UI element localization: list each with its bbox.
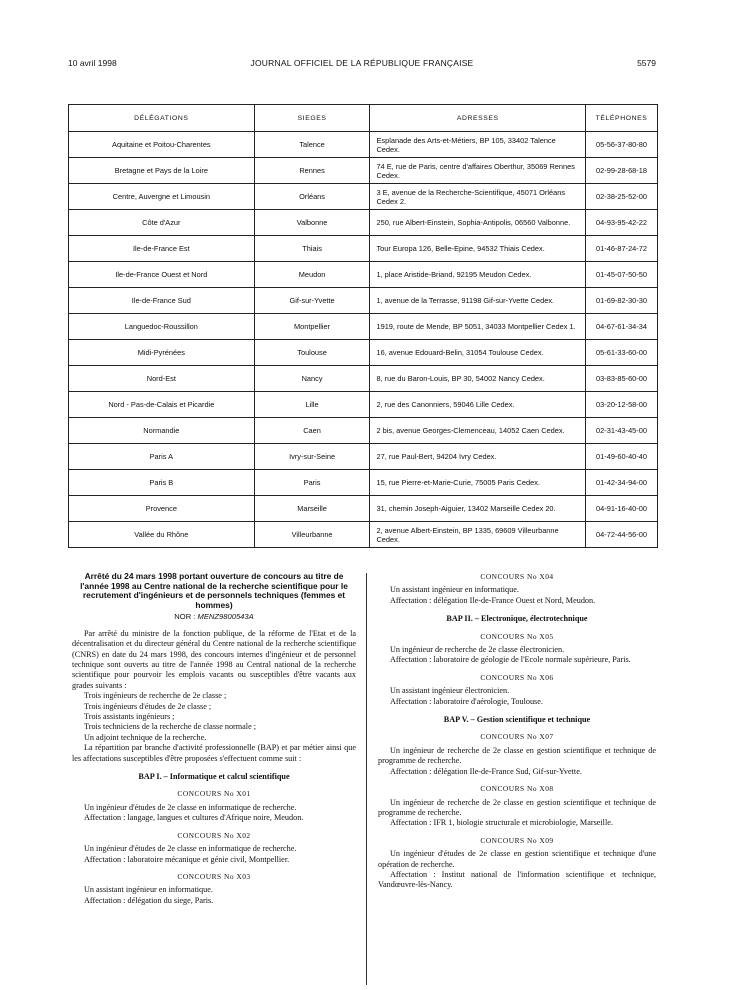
- table-row: [69, 236, 658, 262]
- table-cell-adresse: 8, rue du Baron-Louis, BP 30, 54002 Nancy Cedex.: [370, 366, 586, 392]
- nor-reference: [72, 612, 356, 622]
- table-cell-adresse: 2 bis, avenue Georges-Clemenceau, 14052 Caen Cedex.: [370, 418, 586, 444]
- table-cell-delegation: Ile-de-France Est: [69, 236, 255, 262]
- intro-paragraph: Par arrêté du ministre de la fonction publique, de la réforme de l'Etat et de la décentralisation et du directeur général du Centre national de la recherche scientifique (CNRS) en date du 24 mars 1998, des concours internes d'ingénieur et de personnel technique sont ouverts au titre de l'année 1998 au Central national de la recherche scientifique pour pourvoir les emplois vacants ou susceptibles d'être vacants aux grades suivants :: [72, 628, 356, 690]
- table-cell-siege: Toulouse: [254, 340, 370, 366]
- bap-heading: BAP I. – Informatique et calcul scientifique: [138, 772, 290, 782]
- table-cell-delegation: Centre, Auvergne et Limousin: [69, 184, 255, 210]
- table-cell-telephone: 05-56-37-80-80: [586, 132, 658, 158]
- table-cell-adresse: 2, avenue Albert-Einstein, BP 1335, 69609 Villeurbanne Cedex.: [370, 522, 586, 548]
- table-cell-delegation: Côte d'Azur: [69, 210, 255, 236]
- table-row: [69, 470, 658, 496]
- table-cell-adresse: 1919, route de Mende, BP 5051, 34033 Montpellier Cedex 1.: [370, 314, 586, 340]
- table-cell-telephone: 02-31-43-45-00: [586, 418, 658, 444]
- table-row: [69, 158, 658, 184]
- concours-affectation: Affectation : laboratoire de géologie de l'Ecole normale supérieure, Paris.: [390, 655, 631, 665]
- table-cell-adresse: 2, rue des Canonniers, 59046 Lille Cedex.: [370, 392, 586, 418]
- table-cell-delegation: Provence: [69, 496, 255, 522]
- concours-affectation: Affectation : laboratoire d'aérologie, Toulouse.: [390, 696, 543, 706]
- table-row: [69, 392, 658, 418]
- table-cell-delegation: Aquitaine et Poitou-Charentes: [69, 132, 255, 158]
- table-cell-telephone: 01-69-82-30-30: [586, 288, 658, 314]
- table-cell-telephone: 02-99-28-68-18: [586, 158, 658, 184]
- table-cell-telephone: 04-91-16-40-00: [586, 496, 658, 522]
- table-row: [69, 418, 658, 444]
- table-cell-telephone: 04-72-44-56-00: [586, 522, 658, 548]
- table-cell-telephone: 01-49-60-40-40: [586, 444, 658, 470]
- table-cell-delegation: Normandie: [69, 418, 255, 444]
- grade-item: Un adjoint technique de la recherche.: [84, 732, 207, 742]
- page-header: [68, 58, 656, 72]
- left-concours-list: [72, 772, 356, 906]
- concours-affectation: Affectation : Institut national de l'information scientifique et technique, Vandœuvre-lès-Nancy.: [378, 869, 656, 890]
- concours-post: Un ingénieur de recherche de 2e classe en gestion scientifique et technique de programme de recherche.: [378, 797, 656, 817]
- table-cell-siege: Orléans: [254, 184, 370, 210]
- table-cell-telephone: 01-42-34-94-00: [586, 470, 658, 496]
- concours-heading: CONCOURS No X07: [480, 732, 554, 742]
- concours-affectation: Affectation : délégation du siege, Paris.: [84, 895, 214, 905]
- bap-heading: BAP II. – Electronique, électrotechnique: [446, 614, 588, 624]
- table-cell-adresse: 16, avenue Edouard-Belin, 31054 Toulouse Cedex.: [370, 340, 586, 366]
- concours-post: Un ingénieur de recherche de 2e classe électronicien.: [390, 645, 565, 655]
- repartition-paragraph: La répartition par branche d'activité professionnelle (BAP) et par métier ainsi que les affectations susceptibles d'être proposées s'effectuent comme suit :: [72, 743, 356, 763]
- nor-code: MENZ9800543A: [197, 612, 254, 622]
- table-row: [69, 262, 658, 288]
- concours-heading: CONCOURS No X08: [480, 784, 554, 794]
- grade-item: Trois ingénieurs de recherche de 2e classe ;: [84, 691, 227, 701]
- grades-list: [72, 691, 356, 743]
- right-concours-list: [378, 572, 656, 891]
- grade-item: Trois techniciens de la recherche de classe normale ;: [84, 722, 257, 732]
- column-header: ADRESSES: [370, 105, 586, 132]
- concours-post: Un ingénieur d'études de 2e classe en informatique de recherche.: [84, 844, 297, 854]
- column-divider: [366, 573, 367, 985]
- bap-heading: BAP V. – Gestion scientifique et technique: [443, 715, 591, 725]
- grade-item: Trois assistants ingénieurs ;: [84, 712, 175, 722]
- table-cell-adresse: 1, avenue de la Terrasse, 91198 Gif-sur-Yvette Cedex.: [370, 288, 586, 314]
- table-cell-delegation: Languedoc-Roussillon: [69, 314, 255, 340]
- concours-heading: CONCOURS No X04: [480, 572, 554, 581]
- table-row: [69, 496, 658, 522]
- table-row: [69, 314, 658, 340]
- table-cell-adresse: 74 E, rue de Paris, centre d'affaires Oberthur, 35069 Rennes Cedex.: [370, 158, 586, 184]
- table-cell-siege: Lille: [254, 392, 370, 418]
- concours-heading: CONCOURS No X03: [177, 871, 251, 881]
- table-cell-siege: Thiais: [254, 236, 370, 262]
- table-cell-delegation: Ile-de-France Sud: [69, 288, 255, 314]
- concours-heading: CONCOURS No X01: [177, 789, 251, 799]
- table-cell-telephone: 05-61-33-60-00: [586, 340, 658, 366]
- table-cell-telephone: 03-20-12-58-00: [586, 392, 658, 418]
- header-date: 10 avril 1998: [68, 58, 117, 68]
- concours-post: Un assistant ingénieur électronicien.: [390, 686, 510, 696]
- journal-title: JOURNAL OFFICIEL DE LA RÉPUBLIQUE FRANÇAISE: [250, 58, 474, 68]
- table-cell-siege: Valbonne: [254, 210, 370, 236]
- concours-post: Un ingénieur d'études de 2e classe en gestion scientifique et technique d'une opération de recherche.: [378, 849, 656, 869]
- table-cell-adresse: 15, rue Pierre-et-Marie-Curie, 75005 Paris Cedex.: [370, 470, 586, 496]
- table-cell-siege: Paris: [254, 470, 370, 496]
- concours-heading: CONCOURS No X05: [480, 631, 554, 641]
- table-cell-adresse: 1, place Aristide-Briand, 92195 Meudon Cedex.: [370, 262, 586, 288]
- table-cell-telephone: 04-93-95-42-22: [586, 210, 658, 236]
- table-body: [69, 132, 658, 548]
- table-cell-siege: Talence: [254, 132, 370, 158]
- table-row: [69, 132, 658, 158]
- column-header: SIEGES: [254, 105, 370, 132]
- concours-heading: CONCOURS No X09: [480, 835, 554, 845]
- table-header-row: [69, 105, 658, 132]
- left-column: [72, 572, 356, 906]
- table-cell-siege: Gif-sur-Yvette: [254, 288, 370, 314]
- table-cell-delegation: Midi-Pyrénées: [69, 340, 255, 366]
- table-row: [69, 444, 658, 470]
- table-cell-telephone: 02-38-25-52-00: [586, 184, 658, 210]
- table-cell-siege: Caen: [254, 418, 370, 444]
- table-cell-delegation: Paris B: [69, 470, 255, 496]
- concours-heading: CONCOURS No X02: [177, 830, 251, 840]
- concours-post: Un ingénieur d'études de 2e classe en informatique de recherche.: [84, 802, 297, 812]
- table-row: [69, 210, 658, 236]
- table-row: [69, 340, 658, 366]
- table-cell-delegation: Vallée du Rhône: [69, 522, 255, 548]
- table-cell-adresse: Tour Europa 126, Belle-Epine, 94532 Thiais Cedex.: [370, 236, 586, 262]
- table-row: [69, 184, 658, 210]
- table-cell-adresse: 27, rue Paul-Bert, 94204 Ivry Cedex.: [370, 444, 586, 470]
- table-cell-siege: Meudon: [254, 262, 370, 288]
- table-cell-telephone: 01-46-87-24-72: [586, 236, 658, 262]
- arrete-title: Arrêté du 24 mars 1998 portant ouverture de concours au titre de l'année 1998 au Centre national de la recherche scientifique pour le recrutement d'ingénieurs et de personnels techniques (femmes et hommes): [80, 571, 348, 610]
- table-cell-adresse: Esplanade des Arts-et-Métiers, BP 105, 33402 Talence Cedex.: [370, 132, 586, 158]
- right-column: [378, 572, 656, 891]
- page-number: 5579: [637, 58, 656, 68]
- column-header: DÉLÉGATIONS: [69, 105, 255, 132]
- table-cell-delegation: Nord-Est: [69, 366, 255, 392]
- table-cell-telephone: 03-83-85-60-00: [586, 366, 658, 392]
- concours-heading: CONCOURS No X06: [480, 672, 554, 682]
- table-row: [69, 366, 658, 392]
- concours-affectation: Affectation : laboratoire mécanique et génie civil, Montpellier.: [84, 854, 290, 864]
- table-cell-siege: Nancy: [254, 366, 370, 392]
- table-cell-delegation: Nord - Pas-de-Calais et Picardie: [69, 392, 255, 418]
- table-cell-siege: Montpellier: [254, 314, 370, 340]
- table-row: [69, 522, 658, 548]
- table-cell-delegation: Bretagne et Pays de la Loire: [69, 158, 255, 184]
- table-cell-adresse: 250, rue Albert-Einstein, Sophia-Antipolis, 06560 Valbonne.: [370, 210, 586, 236]
- table-cell-siege: Rennes: [254, 158, 370, 184]
- concours-affectation: Affectation : IFR 1, biologie structurale et microbiologie, Marseille.: [390, 818, 613, 828]
- table-cell-siege: Villeurbanne: [254, 522, 370, 548]
- concours-post: Un assistant ingénieur en informatique.: [390, 585, 519, 595]
- table-cell-delegation: Paris A: [69, 444, 255, 470]
- concours-affectation: Affectation : délégation Ile-de-France Sud, Gif-sur-Yvette.: [390, 766, 582, 776]
- concours-post: Un assistant ingénieur en informatique.: [84, 885, 213, 895]
- table-cell-telephone: 04-67-61-34-34: [586, 314, 658, 340]
- grade-item: Trois ingénieurs d'études de 2e classe ;: [84, 701, 212, 711]
- table-cell-adresse: 3 E, avenue de la Recherche-Scientifique, 45071 Orléans Cedex 2.: [370, 184, 586, 210]
- table-row: [69, 288, 658, 314]
- table-cell-adresse: 31, chemin Joseph-Aiguier, 13402 Marseille Cedex 20.: [370, 496, 586, 522]
- concours-post: Un ingénieur de recherche de 2e classe en gestion scientifique et technique de programme de recherche.: [378, 745, 656, 766]
- concours-affectation: Affectation : délégation Ile-de-France Ouest et Nord, Meudon.: [390, 595, 596, 605]
- table-cell-delegation: Ile-de-France Ouest et Nord: [69, 262, 255, 288]
- table-cell-siege: Marseille: [254, 496, 370, 522]
- concours-affectation: Affectation : langage, langues et cultures d'Afrique noire, Meudon.: [84, 813, 304, 823]
- table-cell-telephone: 01-45-07-50-50: [586, 262, 658, 288]
- table-cell-siege: Ivry-sur-Seine: [254, 444, 370, 470]
- delegations-table: [68, 104, 658, 548]
- nor-label: NOR :: [174, 612, 196, 622]
- column-header: TÉLÉPHONES: [586, 105, 658, 132]
